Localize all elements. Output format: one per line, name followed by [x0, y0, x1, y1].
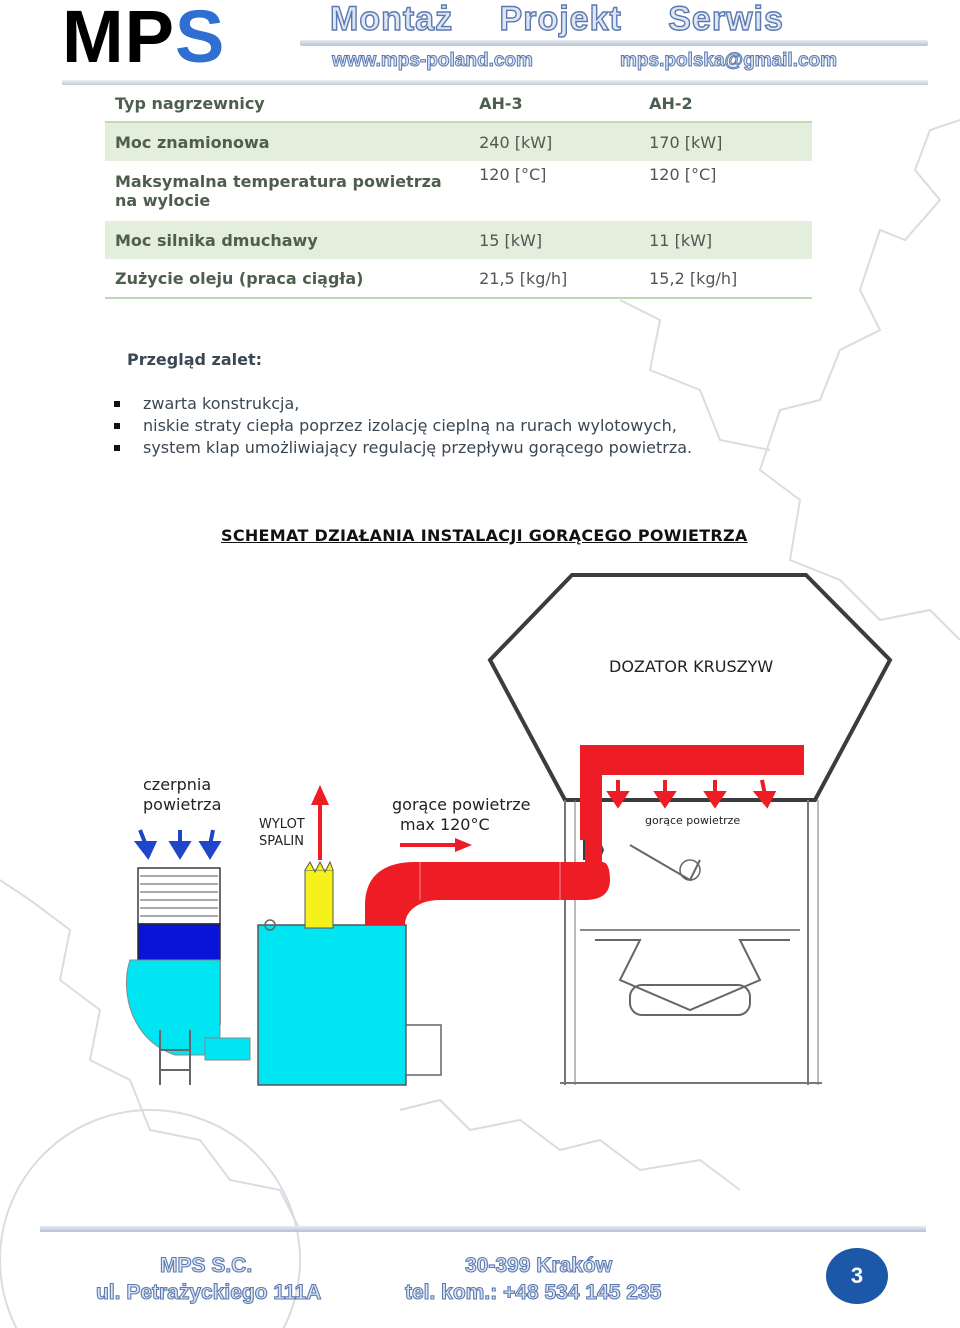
exhaust-arrow [311, 785, 329, 860]
table-row [105, 221, 812, 259]
row-label: Moc znamionowa [105, 122, 469, 161]
label-dozator: DOZATOR KRUSZYW [609, 657, 774, 676]
table-row [105, 122, 812, 161]
table-header-row [105, 85, 812, 122]
bullet-icon [114, 401, 120, 407]
row-label: Moc silnika dmuchawy [105, 221, 469, 259]
label-hot-air-line2: max 120°C [400, 815, 490, 834]
aggregate-dozer-hopper [490, 575, 890, 1085]
hot-air-duct [365, 840, 610, 925]
list-item [113, 437, 692, 459]
value-ah3: 120 [°C] [479, 165, 547, 184]
list-item-text: system klap umożliwiający regulację przepływu gorącego powietrza. [143, 438, 693, 457]
header-website[interactable]: www.mps-poland.com [332, 50, 533, 71]
blower-fan [126, 868, 250, 1085]
label-hot-air-line1: gorące powietrze [392, 795, 531, 814]
logo-mp: MP [62, 0, 175, 78]
table-row [105, 259, 812, 298]
row-label: Maksymalna temperatura powietrza na wylocie [115, 172, 442, 210]
bullet-icon [114, 445, 120, 451]
footer-city: 30-399 Kraków [465, 1254, 613, 1277]
footer-company: MPS S.C. [160, 1254, 253, 1277]
table-row [105, 161, 812, 221]
header-divider [300, 40, 928, 46]
value-ah3: 240 [kW] [469, 122, 639, 161]
footer-address: ul. Petrażyckiego 111A [96, 1281, 322, 1304]
label-intake-line1: czerpnia [143, 775, 212, 794]
advantages-title: Przegląd zalet: [127, 350, 263, 369]
footer-phone: tel. kom.: +48 534 145 235 [405, 1281, 662, 1304]
logo-s: S [175, 0, 226, 78]
value-ah2: 170 [kW] [639, 122, 812, 161]
label-exhaust-line1: WYLOT [259, 817, 305, 832]
label-hot-air-small: gorące powietrze [645, 814, 741, 827]
page-number-badge: 3 [826, 1248, 888, 1304]
value-ah2: 15,2 [kg/h] [639, 259, 812, 298]
label-exhaust-line2: SPALIN [259, 834, 304, 849]
advantages-list [113, 393, 692, 459]
hot-air-diagram [0, 560, 960, 1120]
row-label: Zużycie oleju (praca ciągła) [105, 259, 469, 298]
footer-divider [40, 1226, 926, 1232]
list-item [113, 415, 692, 437]
value-ah2: 11 [kW] [639, 221, 812, 259]
list-item-text: niskie straty ciepła poprzez izolację cieplną na rurach wylotowych, [143, 416, 677, 435]
air-intake-arrows [138, 830, 218, 856]
header-slogan: Montaż Projekt Serwis [330, 0, 784, 38]
bullet-icon [114, 423, 120, 429]
value-ah3: 15 [kW] [469, 221, 639, 259]
col-header-ah2: AH-2 [639, 85, 812, 122]
header-email[interactable]: mps.polska@gmail.com [620, 50, 838, 71]
schema-title: SCHEMAT DZIAŁANIA INSTALACJI GORĄCEGO POWIETRZA [221, 526, 748, 545]
value-ah3: 21,5 [kg/h] [469, 259, 639, 298]
col-header-ah3: AH-3 [469, 85, 639, 122]
col-header-type: Typ nagrzewnicy [105, 85, 469, 122]
list-item-text: zwarta konstrukcja, [143, 394, 300, 413]
label-intake-line2: powietrza [143, 795, 222, 814]
value-ah2: 120 [°C] [649, 165, 717, 184]
list-item [113, 393, 692, 415]
spec-table [105, 85, 812, 299]
mps-logo [62, 0, 226, 78]
hot-air-direction-arrow [400, 838, 472, 852]
